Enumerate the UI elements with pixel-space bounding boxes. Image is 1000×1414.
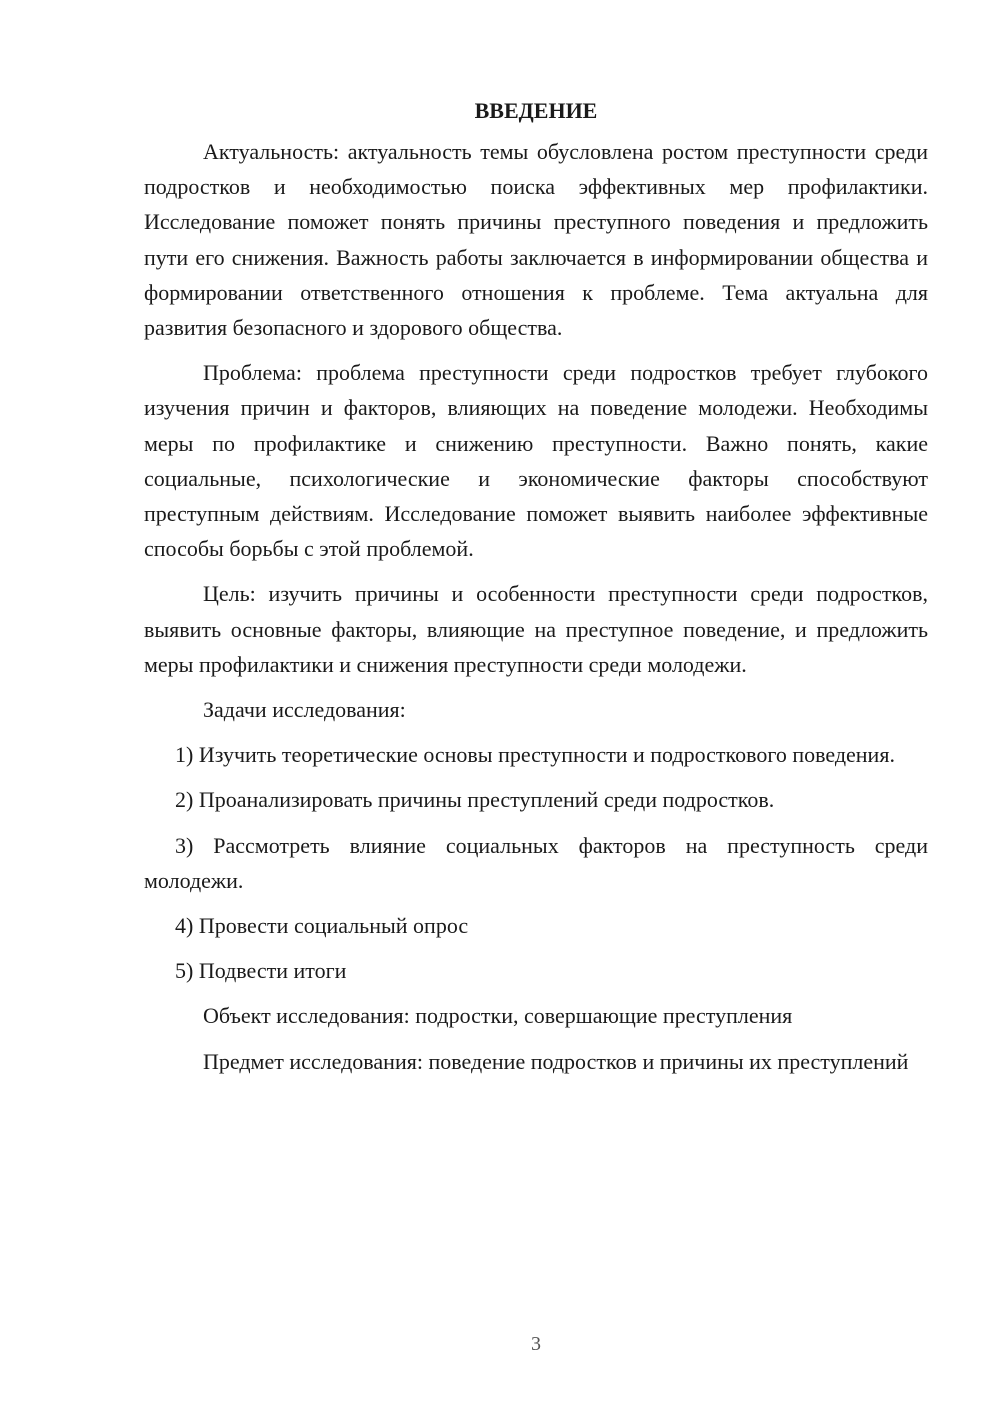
page-title: ВВЕДЕНИЕ bbox=[474, 98, 598, 123]
task-item-3: 3) Рассмотреть влияние социальных факторов на преступность среди молодежи. bbox=[144, 832, 928, 893]
tasks-heading: Задачи исследования: bbox=[203, 697, 406, 723]
research-object: Объект исследования: подростки, совершающие преступления bbox=[203, 1003, 793, 1029]
page-number: 3 bbox=[531, 1333, 541, 1355]
relevance-paragraph: Актуальность: актуальность темы обусловлена ростом преступности среди подростков и необходимостью поиска эффективных мер профилактики. Исследование поможет понять причины преступного поведения и предложить пути его снижения. Важность работы заключается в информировании общества и формировании ответственного отношения к проблеме. Тема актуальна для развития безопасного и здорового общества. bbox=[144, 139, 928, 341]
problem-paragraph: Проблема: проблема преступности среди подростков требует глубокого изучения причин и факторов, влияющих на поведение молодежи. Необходимы меры по профилактике и снижению преступности. Важно понять, какие социальные, психологические и экономические факторы способствуют преступным действиям. Исследование поможет выявить наиболее эффективные способы борьбы с этой проблемой. bbox=[144, 360, 928, 562]
task-item-4: 4) Провести социальный опрос bbox=[175, 913, 469, 939]
document-body bbox=[144, 93, 928, 1089]
task-item-2: 2) Проанализировать причины преступлений среди подростков. bbox=[175, 787, 775, 813]
research-subject: Предмет исследования: поведение подростков и причины их преступлений bbox=[203, 1048, 909, 1074]
goal-paragraph: Цель: изучить причины и особенности преступности среди подростков, выявить основные факторы, влияющие на преступное поведение, и предложить меры профилактики и снижения преступности среди молодежи. bbox=[144, 581, 928, 677]
task-item-1: 1) Изучить теоретические основы преступности и подросткового поведения. bbox=[175, 742, 895, 768]
task-item-5: 5) Подвести итоги bbox=[175, 958, 347, 984]
